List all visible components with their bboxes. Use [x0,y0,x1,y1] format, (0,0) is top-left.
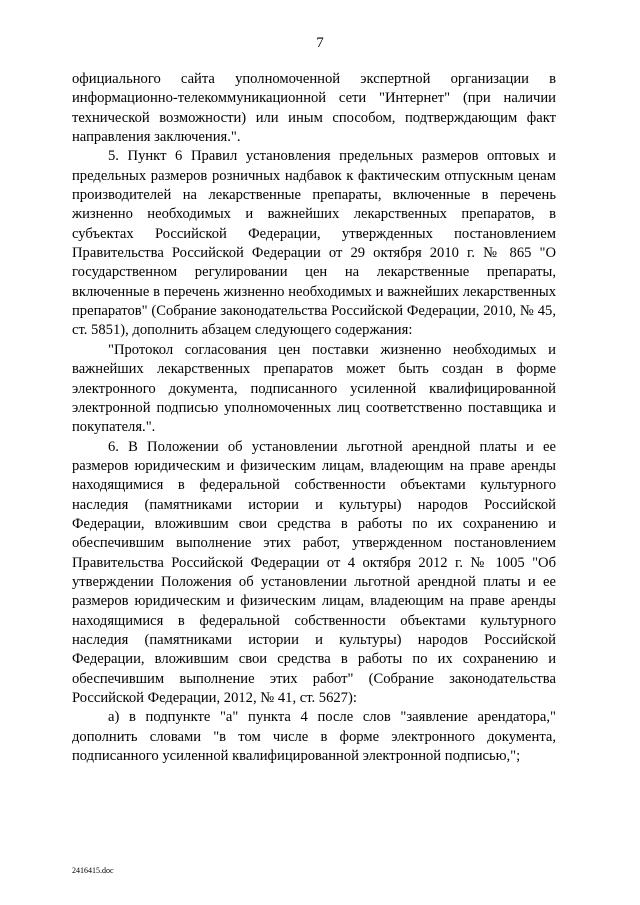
paragraph-item-5: 5. Пункт 6 Правил установления предельных размеров оптовых и предельных размеров розничных надбавок к фактическим отпускным ценам производителей на лекарственные препараты, включенные в перечень жизненно необходимых и важнейших лекарственных препаратов, в субъектах Российской Федерации, утвержденных постановлением Правительства Российской Федерации от 29 октября 2010 г. № 865 "О государственном регулировании цен на лекарственные препараты, включенные в перечень жизненно необходимых и важнейших лекарственных препаратов" (Собрание законодательства Российской Федерации, 2010, № 45, ст. 5851), дополнить абзацем следующего содержания: [72,148,556,339]
paragraph-quoted-protocol: "Протокол согласования цен поставки жизненно необходимых и важнейших лекарственных препаратов может быть создан в форме электронного документа, подписанного усиленной квалифицированной электронной подписью уполномоченных лиц соответственно поставщика и покупателя.". [72,341,556,436]
paragraph-item-6: 6. В Положении об установлении льготной арендной платы и ее размеров юридическим и физическим лицам, владеющим на праве аренды находящимися в федеральной собственности объектами культурного наследия (памятниками истории и культуры) народов Российской Федерации, вложившим свои средства в работы по их сохранению и обеспечившим выполнение этих работ, утвержденном постановлением Правительства Российской Федерации от 4 октября 2012 г. № 1005 "Об утверждении Положения об установлении льготной арендной платы и ее размеров юридическим и физическим лицам, владеющим на праве аренды находящимися в федеральной собственности объектами культурного наследия (памятниками истории и культуры) народов Российской Федерации, вложившим свои средства в работы по их сохранению и обеспечившим выполнение этих работ" (Собрание законодательства Российской Федерации, 2012, № 41, ст. 5627): [72,438,556,706]
page-number: 7 [316,35,324,51]
paragraph-continuation: официального сайта уполномоченной экспертной организации в информационно-телекоммуникационной сети "Интернет" (при наличии технической возможности) или иным способом, подтверждающим факт направления заключения.". [72,71,556,146]
footer-doc-id: 2416415.doc [72,866,114,875]
document-body [72,70,556,766]
paragraph-subitem-a: а) в подпункте "а" пункта 4 после слов "заявление арендатора," дополнить словами "в том числе в форме электронного документа, подписанного усиленной квалифицированной электронной подписью,"; [72,709,556,765]
